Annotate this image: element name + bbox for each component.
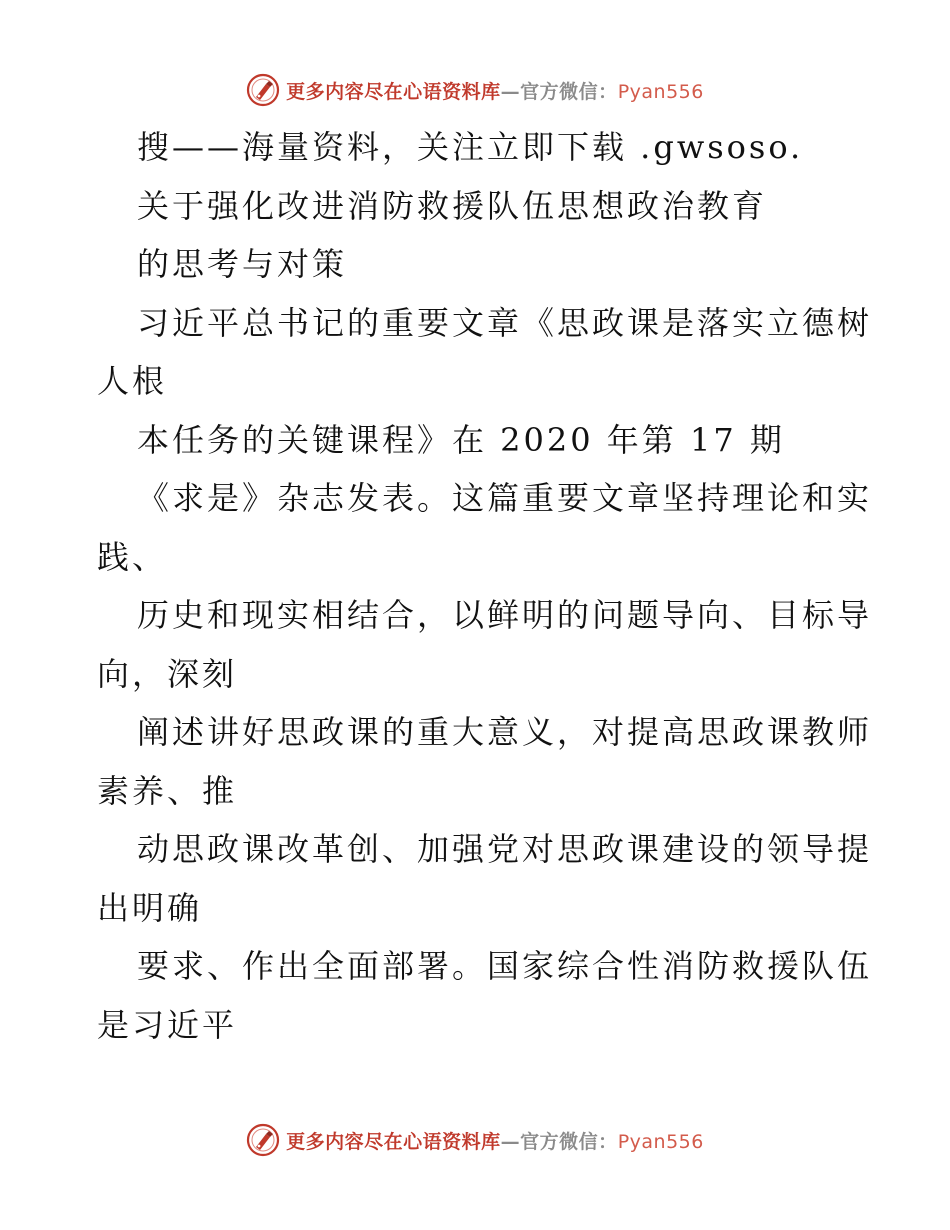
text-line: 本任务的关键课程》在 2020 年第 17 期 <box>137 420 785 459</box>
footer-watermark <box>0 1120 950 1160</box>
text-line: 习近平总书记的重要文章《思政课是落实立德树 <box>137 303 873 342</box>
pen-nib-logo-icon <box>246 73 280 107</box>
document-title-line-1: 关于强化改进消防救援队伍思想政治教育 <box>137 186 768 225</box>
text-line: 阐述讲好思政课的重大意义，对提高思政课教师 <box>137 713 873 751</box>
text-line: 要求、作出全面部署。国家综合性消防救援队伍 <box>137 947 873 985</box>
watermark-wechat-id: Pyan556 <box>617 1130 704 1153</box>
watermark-separator: — <box>500 80 521 103</box>
text-line: 历史和现实相结合，以鲜明的问题导向、目标导 <box>137 596 873 634</box>
text-line: 搜——海量资料，关注立即下载 .gwsoso. <box>137 128 804 166</box>
document-body <box>97 118 873 1054</box>
document-title-line-2: 的思考与对策 <box>137 245 348 283</box>
watermark-label: 官方微信： <box>520 80 618 103</box>
watermark-label: 官方微信： <box>520 1130 618 1153</box>
watermark-wechat-id: Pyan556 <box>617 80 704 103</box>
text-line: 《求是》杂志发表。这篇重要文章坚持理论和实 <box>137 479 873 517</box>
text-line: 向，深刻 <box>97 654 238 693</box>
watermark-text <box>286 77 704 104</box>
text-line: 素养、推 <box>97 771 238 810</box>
text-line: 是习近平 <box>97 1005 238 1044</box>
pen-nib-logo-icon <box>246 1123 280 1157</box>
watermark-text <box>286 1127 704 1154</box>
watermark-brand: 更多内容尽在心语资料库 <box>286 1130 501 1153</box>
text-line: 践、 <box>97 537 168 576</box>
text-line: 动思政课改革创、加强党对思政课建设的领导提 <box>137 830 873 868</box>
watermark-separator: — <box>500 1130 521 1153</box>
text-line: 人根 <box>97 362 168 400</box>
text-line: 出明确 <box>97 888 203 927</box>
header-watermark <box>0 70 950 110</box>
watermark-brand: 更多内容尽在心语资料库 <box>286 80 501 103</box>
